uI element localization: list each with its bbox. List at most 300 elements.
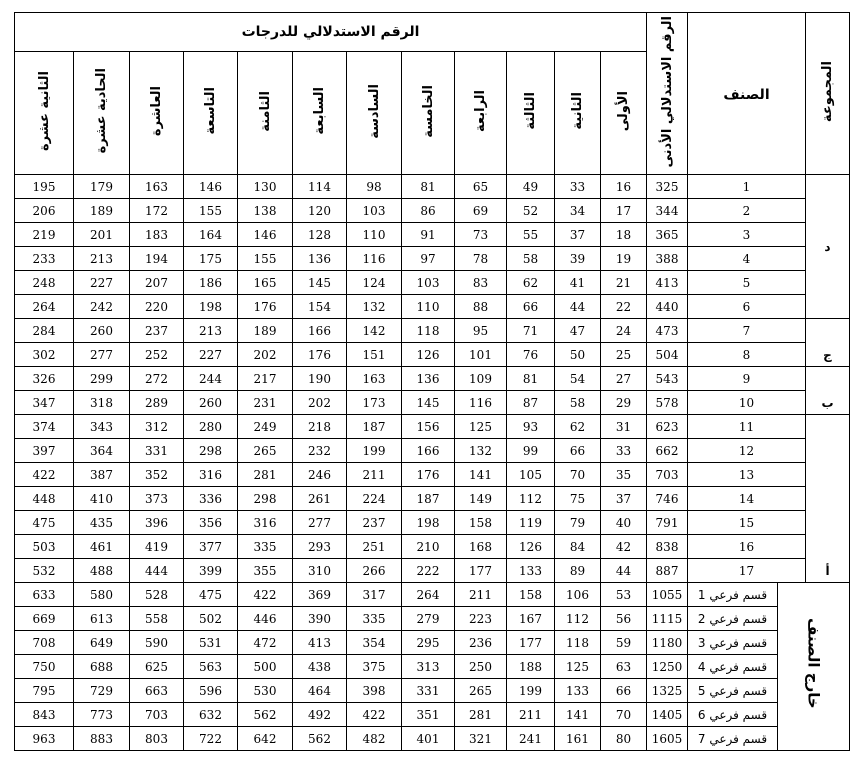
group-cell: ب [806, 367, 850, 415]
grade-value-cell: 206 [15, 199, 74, 223]
grade-value-cell: 70 [601, 703, 647, 727]
grade-value-cell: 199 [507, 679, 555, 703]
grade-value-cell: 422 [15, 463, 74, 487]
grade-value-cell: 120 [293, 199, 347, 223]
grade-value-cell: 93 [507, 415, 555, 439]
grade-value-cell: 66 [507, 295, 555, 319]
grade-value-cell: 188 [507, 655, 555, 679]
grade-value-cell: 580 [74, 583, 130, 607]
grade-value-cell: 25 [601, 343, 647, 367]
table-row [15, 295, 850, 319]
grade-value-cell: 176 [402, 463, 455, 487]
grade-value-cell: 52 [507, 199, 555, 223]
grade-value-cell: 173 [347, 391, 402, 415]
grade-value-cell: 79 [555, 511, 601, 535]
base-index-cell: 365 [647, 223, 688, 247]
grade-value-cell: 803 [130, 727, 184, 751]
grade-value-cell: 264 [15, 295, 74, 319]
grade-value-cell: 142 [347, 319, 402, 343]
grade-value-cell: 89 [555, 559, 601, 583]
grade-value-cell: 663 [130, 679, 184, 703]
grade-value-cell: 883 [74, 727, 130, 751]
grade-value-cell: 146 [184, 175, 238, 199]
grade-value-cell: 33 [555, 175, 601, 199]
grade-value-cell: 80 [601, 727, 647, 751]
grade-value-cell: 299 [74, 367, 130, 391]
grade-value-cell: 375 [347, 655, 402, 679]
grade-value-cell: 244 [184, 367, 238, 391]
grade-value-cell: 373 [130, 487, 184, 511]
base-index-cell: 413 [647, 271, 688, 295]
grade-value-cell: 237 [347, 511, 402, 535]
grade-value-cell: 279 [402, 607, 455, 631]
class-cell: 2 [688, 199, 806, 223]
grade-value-cell: 66 [601, 679, 647, 703]
grade-value-cell: 116 [455, 391, 507, 415]
grade-value-cell: 98 [347, 175, 402, 199]
grade-value-cell: 398 [347, 679, 402, 703]
grade-value-cell: 37 [555, 223, 601, 247]
grade-value-cell: 110 [347, 223, 402, 247]
grade-value-cell: 58 [507, 247, 555, 271]
grade-value-cell: 312 [130, 415, 184, 439]
grade-value-cell: 112 [507, 487, 555, 511]
grade-value-cell: 438 [293, 655, 347, 679]
grade-value-cell: 86 [402, 199, 455, 223]
grade-value-cell: 31 [601, 415, 647, 439]
grade-value-cell: 502 [184, 607, 238, 631]
base-index-cell: 473 [647, 319, 688, 343]
subdivision-cell: قسم فرعي 7 [688, 727, 778, 751]
table-row [15, 511, 850, 535]
grade-value-cell: 211 [347, 463, 402, 487]
grade-value-cell: 118 [555, 631, 601, 655]
grade-value-cell: 146 [238, 223, 293, 247]
grade-value-cell: 151 [347, 343, 402, 367]
table-row [15, 535, 850, 559]
grade-value-cell: 343 [74, 415, 130, 439]
grade-value-cell: 40 [601, 511, 647, 535]
grade-value-cell: 210 [402, 535, 455, 559]
grade-value-cell: 220 [130, 295, 184, 319]
table-row [15, 319, 850, 343]
grade-value-cell: 145 [402, 391, 455, 415]
grade-value-cell: 101 [455, 343, 507, 367]
grade-value-cell: 172 [130, 199, 184, 223]
grade-value-cell: 302 [15, 343, 74, 367]
grade-value-cell: 41 [555, 271, 601, 295]
grade-value-cell: 326 [15, 367, 74, 391]
grade-value-cell: 218 [293, 415, 347, 439]
grade-value-cell: 133 [507, 559, 555, 583]
grade-value-cell: 99 [507, 439, 555, 463]
group-cell: أ [806, 415, 850, 583]
grade-value-cell: 211 [455, 583, 507, 607]
grade-value-cell: 558 [130, 607, 184, 631]
grade-value-cell: 396 [130, 511, 184, 535]
grade-value-cell: 369 [293, 583, 347, 607]
grade-value-cell: 354 [347, 631, 402, 655]
grade-value-cell: 219 [15, 223, 74, 247]
grade-value-cell: 149 [455, 487, 507, 511]
grade-value-cell: 176 [238, 295, 293, 319]
grade-value-cell: 195 [15, 175, 74, 199]
grade-value-cell: 410 [74, 487, 130, 511]
grade-value-cell: 201 [74, 223, 130, 247]
grade-value-cell: 78 [455, 247, 507, 271]
grade-value-cell: 729 [74, 679, 130, 703]
grade-value-cell: 70 [555, 463, 601, 487]
grade-value-cell: 448 [15, 487, 74, 511]
grade-value-cell: 54 [555, 367, 601, 391]
grade-value-cell: 336 [184, 487, 238, 511]
grade-value-cell: 132 [455, 439, 507, 463]
base-index-cell: 1325 [647, 679, 688, 703]
base-index-cell: 1055 [647, 583, 688, 607]
grade-value-cell: 75 [555, 487, 601, 511]
grade-value-cell: 155 [184, 199, 238, 223]
grade-value-cell: 289 [130, 391, 184, 415]
grade-value-cell: 198 [184, 295, 238, 319]
table-row [15, 343, 850, 367]
grade-value-cell: 295 [402, 631, 455, 655]
grade-value-cell: 321 [455, 727, 507, 751]
class-cell: 13 [688, 463, 806, 487]
grade-value-cell: 132 [347, 295, 402, 319]
grade-value-cell: 125 [555, 655, 601, 679]
table-row [15, 223, 850, 247]
grade-value-cell: 179 [74, 175, 130, 199]
grade-value-cell: 39 [555, 247, 601, 271]
grade-value-cell: 65 [455, 175, 507, 199]
grade-value-cell: 154 [293, 295, 347, 319]
grade-header: الأولى [601, 52, 647, 175]
grade-value-cell: 562 [238, 703, 293, 727]
table-row [15, 175, 850, 199]
class-cell: 17 [688, 559, 806, 583]
grade-header: الثانية [555, 52, 601, 175]
grade-value-cell: 166 [402, 439, 455, 463]
grade-value-cell: 632 [184, 703, 238, 727]
grade-value-cell: 264 [402, 583, 455, 607]
grade-value-cell: 21 [601, 271, 647, 295]
table-row [15, 199, 850, 223]
table-row [15, 391, 850, 415]
grade-value-cell: 356 [184, 511, 238, 535]
grade-value-cell: 176 [293, 343, 347, 367]
grade-value-cell: 158 [455, 511, 507, 535]
grade-value-cell: 189 [238, 319, 293, 343]
grade-value-cell: 293 [293, 535, 347, 559]
grade-value-cell: 138 [238, 199, 293, 223]
grade-value-cell: 422 [347, 703, 402, 727]
table-row [15, 607, 850, 631]
group-cell: د [806, 175, 850, 319]
base-index-cell: 578 [647, 391, 688, 415]
base-index-cell: 791 [647, 511, 688, 535]
grade-value-cell: 563 [184, 655, 238, 679]
grade-value-cell: 377 [184, 535, 238, 559]
grade-value-cell: 266 [347, 559, 402, 583]
grade-value-cell: 105 [507, 463, 555, 487]
grade-value-cell: 233 [15, 247, 74, 271]
grade-value-cell: 532 [15, 559, 74, 583]
grade-value-cell: 141 [455, 463, 507, 487]
grade-value-cell: 103 [402, 271, 455, 295]
grade-value-cell: 29 [601, 391, 647, 415]
class-cell: 4 [688, 247, 806, 271]
grade-value-cell: 625 [130, 655, 184, 679]
grade-value-cell: 280 [184, 415, 238, 439]
base-index-cell: 440 [647, 295, 688, 319]
grade-value-cell: 242 [74, 295, 130, 319]
grade-value-cell: 136 [402, 367, 455, 391]
grade-value-cell: 364 [74, 439, 130, 463]
grade-value-cell: 27 [601, 367, 647, 391]
grade-value-cell: 435 [74, 511, 130, 535]
grade-value-cell: 265 [455, 679, 507, 703]
grade-header: الحادية عشرة [74, 52, 130, 175]
grade-value-cell: 596 [184, 679, 238, 703]
salary-scale-table [14, 12, 850, 751]
grade-value-cell: 49 [507, 175, 555, 199]
grade-header: الثامنة [238, 52, 293, 175]
grade-value-cell: 316 [184, 463, 238, 487]
grade-header: الثالثة [507, 52, 555, 175]
grade-value-cell: 399 [184, 559, 238, 583]
grade-value-cell: 413 [293, 631, 347, 655]
grade-value-cell: 317 [347, 583, 402, 607]
table-row [15, 703, 850, 727]
grade-value-cell: 795 [15, 679, 74, 703]
grade-header: الرابعة [455, 52, 507, 175]
grade-value-cell: 62 [507, 271, 555, 295]
grade-value-cell: 224 [347, 487, 402, 511]
grade-value-cell: 199 [347, 439, 402, 463]
grade-value-cell: 246 [293, 463, 347, 487]
grade-value-cell: 281 [455, 703, 507, 727]
table-row [15, 247, 850, 271]
grade-value-cell: 251 [347, 535, 402, 559]
grade-value-cell: 773 [74, 703, 130, 727]
base-index-cell: 746 [647, 487, 688, 511]
class-cell: 9 [688, 367, 806, 391]
table-row [15, 463, 850, 487]
subdivision-cell: قسم فرعي 5 [688, 679, 778, 703]
grade-value-cell: 213 [184, 319, 238, 343]
grade-value-cell: 126 [402, 343, 455, 367]
grade-value-cell: 58 [555, 391, 601, 415]
grade-value-cell: 163 [347, 367, 402, 391]
grade-value-cell: 19 [601, 247, 647, 271]
grade-value-cell: 313 [402, 655, 455, 679]
grade-value-cell: 55 [507, 223, 555, 247]
class-cell: 16 [688, 535, 806, 559]
grade-value-cell: 222 [402, 559, 455, 583]
grade-value-cell: 125 [455, 415, 507, 439]
table-row [15, 559, 850, 583]
grade-value-cell: 83 [455, 271, 507, 295]
class-cell: 11 [688, 415, 806, 439]
grade-value-cell: 158 [507, 583, 555, 607]
grade-value-cell: 217 [238, 367, 293, 391]
grade-value-cell: 47 [555, 319, 601, 343]
grade-value-cell: 488 [74, 559, 130, 583]
grade-value-cell: 422 [238, 583, 293, 607]
grade-value-cell: 42 [601, 535, 647, 559]
grade-value-cell: 227 [184, 343, 238, 367]
grade-value-cell: 503 [15, 535, 74, 559]
grade-value-cell: 106 [555, 583, 601, 607]
grade-value-cell: 81 [507, 367, 555, 391]
grade-value-cell: 84 [555, 535, 601, 559]
table-row [15, 415, 850, 439]
grade-value-cell: 351 [402, 703, 455, 727]
table-row [15, 727, 850, 751]
grade-value-cell: 56 [601, 607, 647, 631]
grade-value-cell: 133 [555, 679, 601, 703]
grade-value-cell: 446 [238, 607, 293, 631]
grade-value-cell: 277 [74, 343, 130, 367]
group-header: المجموعة [806, 13, 850, 175]
base-index-cell: 344 [647, 199, 688, 223]
grade-value-cell: 128 [293, 223, 347, 247]
grade-value-cell: 118 [402, 319, 455, 343]
grade-value-cell: 461 [74, 535, 130, 559]
grade-value-cell: 464 [293, 679, 347, 703]
grade-value-cell: 22 [601, 295, 647, 319]
subdivision-cell: قسم فرعي 2 [688, 607, 778, 631]
grade-value-cell: 202 [238, 343, 293, 367]
table-row [15, 655, 850, 679]
grade-value-cell: 352 [130, 463, 184, 487]
grade-value-cell: 69 [455, 199, 507, 223]
grade-value-cell: 189 [74, 199, 130, 223]
subdivision-cell: قسم فرعي 4 [688, 655, 778, 679]
grade-value-cell: 156 [402, 415, 455, 439]
grade-value-cell: 231 [238, 391, 293, 415]
subdivision-cell: قسم فرعي 3 [688, 631, 778, 655]
grade-value-cell: 73 [455, 223, 507, 247]
grade-value-cell: 241 [507, 727, 555, 751]
grade-value-cell: 390 [293, 607, 347, 631]
table-row [15, 631, 850, 655]
grade-value-cell: 213 [74, 247, 130, 271]
subdivision-cell: قسم فرعي 6 [688, 703, 778, 727]
base-index-cell: 662 [647, 439, 688, 463]
grade-value-cell: 186 [184, 271, 238, 295]
grade-value-cell: 91 [402, 223, 455, 247]
grade-value-cell: 202 [293, 391, 347, 415]
grade-value-cell: 166 [293, 319, 347, 343]
grade-value-cell: 281 [238, 463, 293, 487]
base-index-cell: 1405 [647, 703, 688, 727]
grade-value-cell: 114 [293, 175, 347, 199]
grade-value-cell: 177 [507, 631, 555, 655]
base-index-cell: 703 [647, 463, 688, 487]
table-row [15, 583, 850, 607]
base-index-cell: 1180 [647, 631, 688, 655]
grade-value-cell: 34 [555, 199, 601, 223]
grade-value-cell: 284 [15, 319, 74, 343]
grade-header: الثانية عشرة [15, 52, 74, 175]
grade-value-cell: 227 [74, 271, 130, 295]
grade-value-cell: 261 [293, 487, 347, 511]
class-cell: 3 [688, 223, 806, 247]
grade-value-cell: 722 [184, 727, 238, 751]
grade-value-cell: 708 [15, 631, 74, 655]
grade-value-cell: 531 [184, 631, 238, 655]
subdivision-cell: قسم فرعي 1 [688, 583, 778, 607]
grade-value-cell: 35 [601, 463, 647, 487]
grade-value-cell: 95 [455, 319, 507, 343]
table-row [15, 439, 850, 463]
base-index-cell: 838 [647, 535, 688, 559]
table-row [15, 367, 850, 391]
grade-value-cell: 163 [130, 175, 184, 199]
grade-value-cell: 272 [130, 367, 184, 391]
grade-value-cell: 963 [15, 727, 74, 751]
grade-header: السادسة [347, 52, 402, 175]
base-index-header: الرقم الاستدلالي الأدنى [647, 13, 688, 175]
grade-value-cell: 688 [74, 655, 130, 679]
grade-value-cell: 260 [184, 391, 238, 415]
grade-value-cell: 112 [555, 607, 601, 631]
out-of-class-cell: خارج الصنف [778, 583, 850, 751]
grade-value-cell: 190 [293, 367, 347, 391]
grade-value-cell: 187 [402, 487, 455, 511]
grade-value-cell: 211 [507, 703, 555, 727]
grade-value-cell: 207 [130, 271, 184, 295]
base-index-cell: 1115 [647, 607, 688, 631]
base-index-cell: 325 [647, 175, 688, 199]
grade-value-cell: 194 [130, 247, 184, 271]
grade-value-cell: 331 [402, 679, 455, 703]
grade-value-cell: 374 [15, 415, 74, 439]
grade-value-cell: 237 [130, 319, 184, 343]
class-cell: 5 [688, 271, 806, 295]
grade-value-cell: 81 [402, 175, 455, 199]
grade-value-cell: 444 [130, 559, 184, 583]
grade-value-cell: 97 [402, 247, 455, 271]
grade-value-cell: 109 [455, 367, 507, 391]
grade-value-cell: 71 [507, 319, 555, 343]
class-cell: 10 [688, 391, 806, 415]
grade-value-cell: 63 [601, 655, 647, 679]
grade-value-cell: 53 [601, 583, 647, 607]
grade-value-cell: 119 [507, 511, 555, 535]
grade-value-cell: 236 [455, 631, 507, 655]
grade-value-cell: 18 [601, 223, 647, 247]
grade-value-cell: 155 [238, 247, 293, 271]
table-row [15, 679, 850, 703]
grade-value-cell: 136 [293, 247, 347, 271]
grade-value-cell: 750 [15, 655, 74, 679]
grade-value-cell: 492 [293, 703, 347, 727]
grade-value-cell: 530 [238, 679, 293, 703]
grade-value-cell: 528 [130, 583, 184, 607]
class-cell: 14 [688, 487, 806, 511]
grade-header: العاشرة [130, 52, 184, 175]
grade-value-cell: 316 [238, 511, 293, 535]
grade-value-cell: 843 [15, 703, 74, 727]
group-cell: ج [806, 319, 850, 367]
class-cell: 1 [688, 175, 806, 199]
grade-value-cell: 17 [601, 199, 647, 223]
grade-value-cell: 88 [455, 295, 507, 319]
grade-value-cell: 669 [15, 607, 74, 631]
grade-value-cell: 165 [238, 271, 293, 295]
